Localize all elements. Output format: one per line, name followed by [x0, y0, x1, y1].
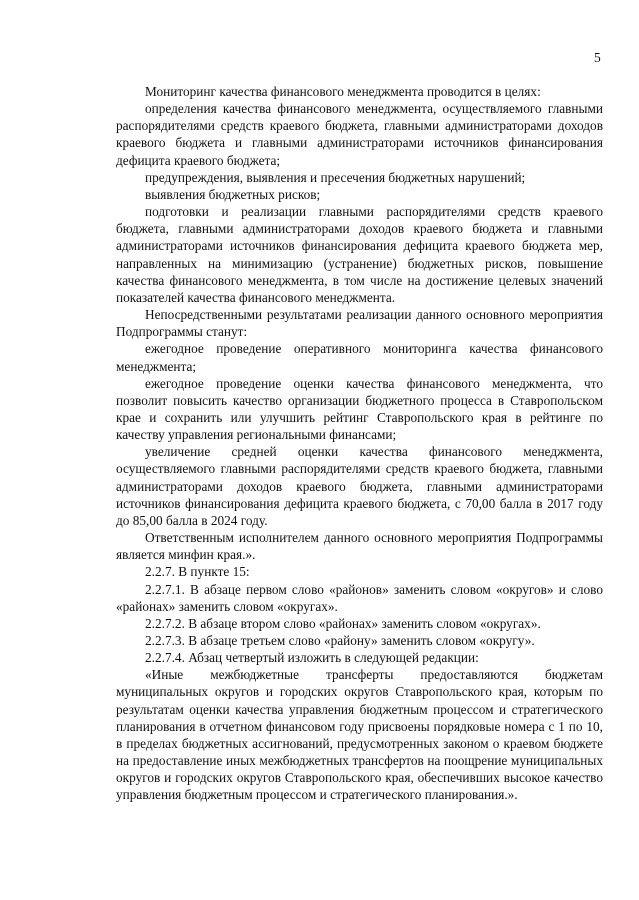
paragraph-risk-measures: подготовки и реализации главными распорядителями средств краевого бюджета, главными администраторами доходов краевого бюджета и главными администраторами источников финансирования дефицита краевого бюджета мер, направленных на минимизацию (устранение) бюджетных рисков, повышение качества финансового менеджмента, в том числе на достижение целевых значений показателей качества финансового менеджмента.: [116, 204, 603, 305]
paragraph-clause-2-2-7-4: 2.2.7.4. Абзац четвертый изложить в следующей редакции:: [145, 650, 479, 666]
paragraph-violation-prevention: предупреждения, выявления и пресечения бюджетных нарушений;: [145, 169, 526, 185]
paragraph-responsible-executor: Ответственным исполнителем данного основного мероприятия Подпрограммы является минфин края.».: [116, 530, 603, 563]
page-number: 5: [594, 50, 601, 65]
paragraph-direct-results: Непосредственными результатами реализации данного основного мероприятия Подпрограммы станут:: [116, 307, 603, 340]
paragraph-clause-2-2-7-3: 2.2.7.3. В абзаце третьем слово «району» заменить словом «округу».: [145, 633, 535, 648]
paragraph-clause-2-2-7-2: 2.2.7.2. В абзаце втором слово «районах» заменить словом «округах».: [145, 615, 541, 631]
paragraph-score-increase: увеличение средней оценки качества финансового менеджмента, осуществляемого главными распорядителями средств краевого бюджета, главными администраторами доходов краевого бюджета, главными администраторами источников финансирования дефицита краевого бюджета, с 70,00 балла в 2017 году до 85,00 балла в 2024 году.: [116, 444, 603, 528]
paragraph-monitoring-purpose: Мониторинг качества финансового менеджмента проводится в целях:: [145, 84, 541, 99]
paragraph-quality-assessment: ежегодное проведение оценки качества финансового менеджмента, что позволит повысить качество организации бюджетного процесса в Ставропольском крае и сохранить или улучшить рейтинг Ставропольского края в рейтинге по качеству управления региональными финансами;: [116, 375, 603, 443]
paragraph-operational-monitoring: ежегодное проведение оперативного мониторинга качества финансового менеджмента;: [116, 341, 603, 374]
paragraph-clause-2-2-7-1: 2.2.7.1. В абзаце первом слово «районов» заменить словом «округов» и слово «районах» заменить словом «округах».: [116, 581, 603, 614]
paragraph-transfers-new-wording: «Иные межбюджетные трансферты предоставляются бюджетам муниципальных округов и городских округов Ставропольского края, которым по результатам оценки качества управления бюджетным процессом и стратегического планирования в отчетном финансовом году присвоены порядковые номера с 1 по 10, в пределах бюджетных ассигнований, предусмотренных законом о краевом бюджете на предоставление иных межбюджетных трансфертов на поощрение муниципальных округов и городских округов Ставропольского края, обеспечивших высокое качество управления бюджетным процессом и стратегического планирования.».: [116, 667, 603, 803]
paragraph-clause-2-2-7: 2.2.7. В пункте 15:: [145, 564, 250, 580]
paragraph-risk-identification: выявления бюджетных рисков;: [145, 186, 321, 202]
paragraph-quality-definition: определения качества финансового менеджмента, осуществляемого главными распорядителями средств краевого бюджета, главными администраторами доходов краевого бюджета и главными администраторами источников финансирования дефицита краевого бюджета;: [116, 101, 603, 168]
document-body: [116, 83, 603, 804]
